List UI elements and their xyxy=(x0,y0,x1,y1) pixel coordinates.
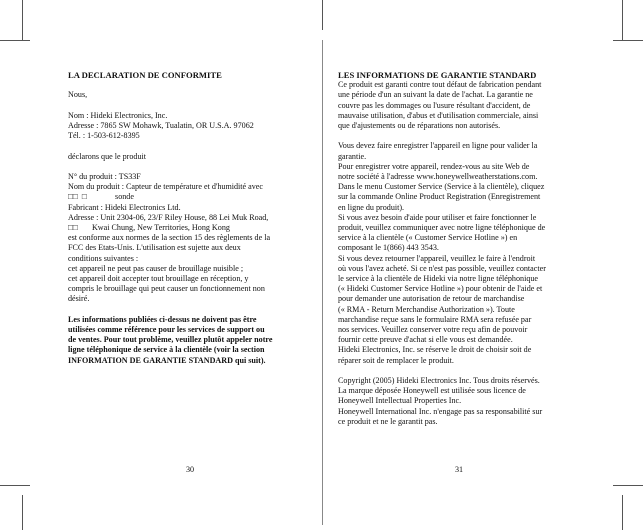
warranty-line: notre société à l'adresse www.honeywellweatherstations.com. xyxy=(338,172,538,182)
warranty-line: garantie. xyxy=(338,151,367,161)
crop-mark xyxy=(613,485,643,486)
warranty-line: (« RMA - Return Merchandise Authorization »). Toute xyxy=(338,304,515,314)
declaration-line: cet appareil doit accepter tout brouillage en réception, y xyxy=(68,274,249,283)
declaration-line: déclarons que le produit xyxy=(68,151,146,161)
right-page-column xyxy=(338,70,586,427)
warranty-line: produit, veuillez communiquer avec notre ligne téléphonique de xyxy=(338,223,546,233)
declaration-line: Nous, xyxy=(68,90,88,100)
left-page-column xyxy=(68,70,308,366)
crop-mark xyxy=(22,0,23,40)
warranty-line: Honeywell International Inc. n'engage pas sa responsabilité sur xyxy=(338,406,543,416)
warranty-line: composant le 1(866) 443 3543. xyxy=(338,243,439,253)
warranty-line: Honeywell Intellectual Properties Inc. xyxy=(338,396,462,406)
declaration-title: LA DECLARATION DE CONFORMITE xyxy=(68,70,222,80)
warranty-line: (« Hideki Customer Service Hotline ») pour obtenir de l'aide et xyxy=(338,284,543,294)
warranty-line: nos services. Veuillez conserver votre reçu afin de pouvoir xyxy=(338,325,528,335)
warranty-line: La marque déposée Honeywell est utilisée sous licence de xyxy=(338,386,526,396)
declaration-line: N° du produit : TS33F xyxy=(68,171,141,181)
crop-mark xyxy=(613,40,643,41)
crop-mark xyxy=(622,495,623,530)
warranty-line: Si vous avez besoin d'aide pour utiliser et faire fonctionner le xyxy=(338,212,537,222)
notice-line: ligne téléphonique de service à la clientèle (voir la section xyxy=(68,345,265,355)
warranty-line: marchandise reçue sans le formulaire RMA sera refusée par xyxy=(338,314,532,324)
declaration-notice xyxy=(68,315,308,366)
notice-line: de ventes. Pour tout problème, veuillez plutôt appeler notre xyxy=(68,335,273,345)
crop-mark xyxy=(0,485,30,486)
warranty-line: où vous l'avez acheté. Si ce n'est pas possible, veuillez contacter xyxy=(338,263,546,273)
warranty-line: réparer soit de remplacer le produit. xyxy=(338,355,454,365)
warranty-line: en ligne du produit). xyxy=(338,202,405,212)
declaration-line: conditions suivantes : xyxy=(68,253,139,263)
warranty-line: une période d'un an suivant la date de l'achat. La garantie ne xyxy=(338,90,533,100)
declaration-line: Nom : Hideki Electronics, Inc. xyxy=(68,110,168,120)
warranty-line: sur la commande Online Product Registration (Enregistrement xyxy=(338,192,541,202)
warranty-body xyxy=(338,80,586,427)
declaration-line: Fabricant : Hideki Electronics Ltd. xyxy=(68,202,181,212)
crop-mark xyxy=(0,40,30,41)
declaration-line: □□ Kwai Chung, New Territories, Hong Kong xyxy=(68,222,230,232)
warranty-line: Pour enregistrer votre appareil, rendez-vous au site Web de xyxy=(338,161,530,171)
warranty-title: LES INFORMATIONS DE GARANTIE STANDARD xyxy=(338,70,537,80)
warranty-line: fournir cette preuve d'achat si elle vous est demandée. xyxy=(338,335,513,345)
crop-mark xyxy=(322,0,323,30)
warranty-line: service à la clientèle (« Customer Service Hotline ») en xyxy=(338,233,518,243)
declaration-line: est conforme aux normes de la section 15 des règlements de la xyxy=(68,233,271,243)
declaration-line: Nom du produit : Capteur de température et d'humidité avec xyxy=(68,182,263,192)
warranty-line: Vous devez faire enregistrer l'appareil en ligne pour valider la xyxy=(338,141,538,151)
notice-line: Les informations publiées ci-dessus ne doivent pas être xyxy=(68,314,257,324)
crop-mark xyxy=(622,0,623,40)
declaration-line: Adresse : Unit 2304-06, 23/F Riley House, 88 Lei Muk Road, xyxy=(68,212,269,222)
warranty-line: Copyright (2005) Hideki Electronics Inc. Tous droits réservés. xyxy=(338,376,540,386)
declaration-line: désiré. xyxy=(68,294,90,304)
warranty-line: Si vous devez retourner l'appareil, veuillez le faire à l'endroit xyxy=(338,253,536,263)
warranty-line: Dans le menu Customer Service (Service à la clientèle), cliquez xyxy=(338,182,545,192)
warranty-line: le service à la clientèle de Hideki via notre ligne téléphonique xyxy=(338,274,539,284)
warranty-line: Hideki Electronics, Inc. se réserve le droit de choisir soit de xyxy=(338,345,532,355)
declaration-line: compris le brouillage qui peut causer un fonctionnement non xyxy=(68,284,265,294)
warranty-line: Ce produit est garanti contre tout défaut de fabrication pendant xyxy=(338,80,542,90)
page-number-left: 30 xyxy=(186,465,195,474)
declaration-body xyxy=(68,90,308,304)
notice-line: utilisées comme référence pour les services de support ou xyxy=(68,325,265,334)
page-number-right: 31 xyxy=(455,465,464,474)
notice-line: INFORMATION DE GARANTIE STANDARD qui suit). xyxy=(68,355,266,365)
warranty-line: couvre pas les dommages ou l'usure résultant d'accident, de xyxy=(338,100,531,110)
declaration-line: FCC des Etats-Unis. L'utilisation est sujette aux deux xyxy=(68,243,241,253)
warranty-line: ce produit et ne le garantit pas. xyxy=(338,416,438,426)
warranty-line: que d'ajustements ou de réparations non autorisés. xyxy=(338,121,501,131)
crop-mark xyxy=(22,495,23,530)
warranty-line: pour demander une autorisation de retour de marchandise xyxy=(338,294,525,304)
declaration-line: Tél. : 1-503-612-8395 xyxy=(68,131,140,141)
declaration-line: □□ □ sonde xyxy=(68,192,134,202)
declaration-line: cet appareil ne peut pas causer de brouillage nuisible ; xyxy=(68,263,244,273)
page-spine xyxy=(322,40,323,525)
warranty-line: mauvaise utilisation, d'abus et d'utilisation commerciale, ainsi xyxy=(338,110,539,120)
declaration-line: Adresse : 7865 SW Mohawk, Tualatin, OR U.S.A. 97062 xyxy=(68,120,254,130)
